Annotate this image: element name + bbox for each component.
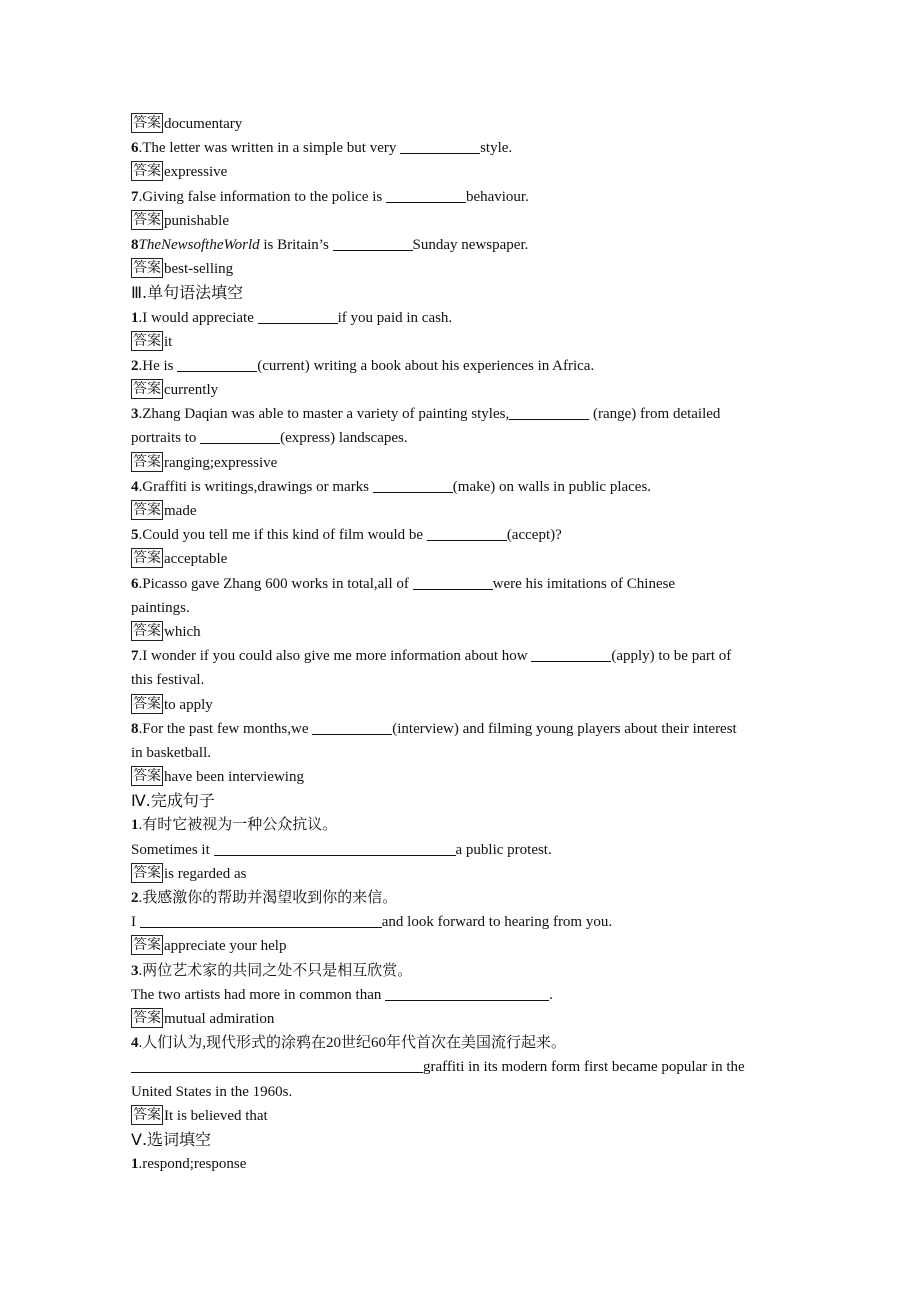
question-line: 7.Giving false information to the police is behaviour.: [131, 188, 529, 205]
section-heading: Ⅴ.选词填空: [131, 1129, 212, 1149]
question-line: 4.Graffiti is writings,drawings or marks (make) on walls in public places.: [131, 478, 652, 495]
chinese-prompt: 1.有时它被视为一种公众抗议。: [131, 817, 338, 834]
answer-tag: 答案: [133, 937, 161, 954]
answer-tag: 答案: [133, 211, 161, 228]
answer-tag: 答案: [133, 1009, 161, 1026]
answer-tag: 答案: [133, 381, 161, 398]
fill-blank: [509, 405, 589, 420]
answer-tag: 答案: [133, 453, 161, 470]
fill-blank: [427, 526, 507, 541]
section-heading: Ⅳ.完成句子: [131, 791, 215, 811]
question-line: 1.respond;response: [131, 1156, 247, 1173]
answer-line: 答案 punishable: [133, 211, 229, 229]
question-line-cont: United States in the 1960s.: [131, 1083, 293, 1100]
answer-line: 答案 is regarded as: [133, 864, 247, 882]
answer-tag: 答案: [133, 864, 161, 881]
section-heading: Ⅲ.单句语法填空: [131, 283, 244, 303]
chinese-prompt: 3.两位艺术家的共同之处不只是相互欣赏。: [131, 962, 413, 979]
answer-tag: 答案: [133, 163, 161, 180]
question-line: The two artists had more in common than .: [131, 986, 553, 1003]
answer-line: 答案 It is believed that: [133, 1106, 268, 1124]
question-line: 6.The letter was written in a simple but very style.: [131, 140, 513, 157]
answer-line: 答案 currently: [133, 381, 219, 399]
question-line: graffiti in its modern form first became popular in the: [131, 1055, 791, 1079]
question-line: 6.Picasso gave Zhang 600 works in total,all of were his imitations of Chinese: [131, 575, 676, 592]
answer-line: 答案 have been interviewing: [133, 768, 304, 786]
fill-blank: [385, 986, 549, 1001]
fill-blank: [258, 309, 338, 324]
newspaper-title: TheNewsoftheWorld: [138, 236, 260, 253]
answer-line: 答案 ranging;expressive: [133, 453, 278, 471]
fill-blank: [333, 236, 413, 251]
fill-blank: [177, 357, 257, 372]
fill-blank: [140, 913, 382, 928]
answer-tag: 答案: [133, 622, 161, 639]
question-line-cont: in basketball.: [131, 744, 211, 761]
answer-line: 答案 mutual admiration: [133, 1009, 275, 1027]
question-line: I and look forward to hearing from you.: [131, 914, 613, 931]
answer-tag: 答案: [133, 695, 161, 712]
question-line: 8.For the past few months,we (interview) and filming young players about their interest: [131, 720, 737, 737]
answer-line: 答案 documentary: [133, 115, 243, 132]
question-line-cont: portraits to (express) landscapes.: [131, 430, 408, 447]
question-line-cont: paintings.: [131, 599, 190, 616]
question-line-cont: this festival.: [131, 672, 205, 689]
answer-line: 答案 which: [133, 622, 201, 640]
answer-tag: 答案: [133, 332, 161, 349]
answer-tag: 答案: [133, 260, 161, 277]
answer-tag: 答案: [133, 550, 161, 567]
chinese-prompt: 4.人们认为,现代形式的涂鸦在20世纪60年代首次在美国流行起来。: [131, 1035, 567, 1052]
fill-blank: [214, 841, 456, 856]
chinese-prompt: 2.我感激你的帮助并渴望收到你的来信。: [131, 890, 398, 906]
question-line: Sometimes it a public protest.: [131, 841, 552, 858]
answer-tag: 答案: [133, 1106, 161, 1123]
fill-blank: [413, 575, 493, 590]
answer-line: 答案 made: [133, 502, 197, 519]
fill-blank: [531, 647, 611, 662]
question-line: 7.I wonder if you could also give me more information about how (apply) to be part of: [131, 648, 732, 665]
fill-blank: [373, 478, 453, 493]
question-line: 5.Could you tell me if this kind of film would be (accept)?: [131, 527, 562, 544]
worksheet-page: [131, 112, 791, 1176]
fill-blank: [400, 139, 480, 154]
answer-line: 答案 appreciate your help: [133, 937, 287, 955]
fill-blank: [200, 429, 280, 444]
question-line: 3.Zhang Daqian was able to master a variety of painting styles, (range) from detailed: [131, 406, 721, 423]
fill-blank: [131, 1058, 423, 1073]
answer-line: 答案 best-selling: [133, 260, 234, 278]
question-line: 8TheNewsoftheWorld is Britain’s Sunday newspaper.: [131, 236, 529, 253]
fill-blank: [386, 188, 466, 203]
question-line: 1.I would appreciate if you paid in cash.: [131, 309, 453, 326]
answer-line: 答案 to apply: [133, 695, 213, 713]
answer-line: 答案 expressive: [133, 163, 228, 181]
answer-line: 答案 it: [133, 332, 173, 350]
fill-blank: [312, 720, 392, 735]
answer-tag: 答案: [133, 768, 161, 785]
answer-tag: 答案: [133, 115, 161, 131]
answer-line: 答案 acceptable: [133, 550, 228, 568]
answer-tag: 答案: [133, 502, 161, 518]
question-line: 2.He is (current) writing a book about his experiences in Africa.: [131, 357, 595, 374]
